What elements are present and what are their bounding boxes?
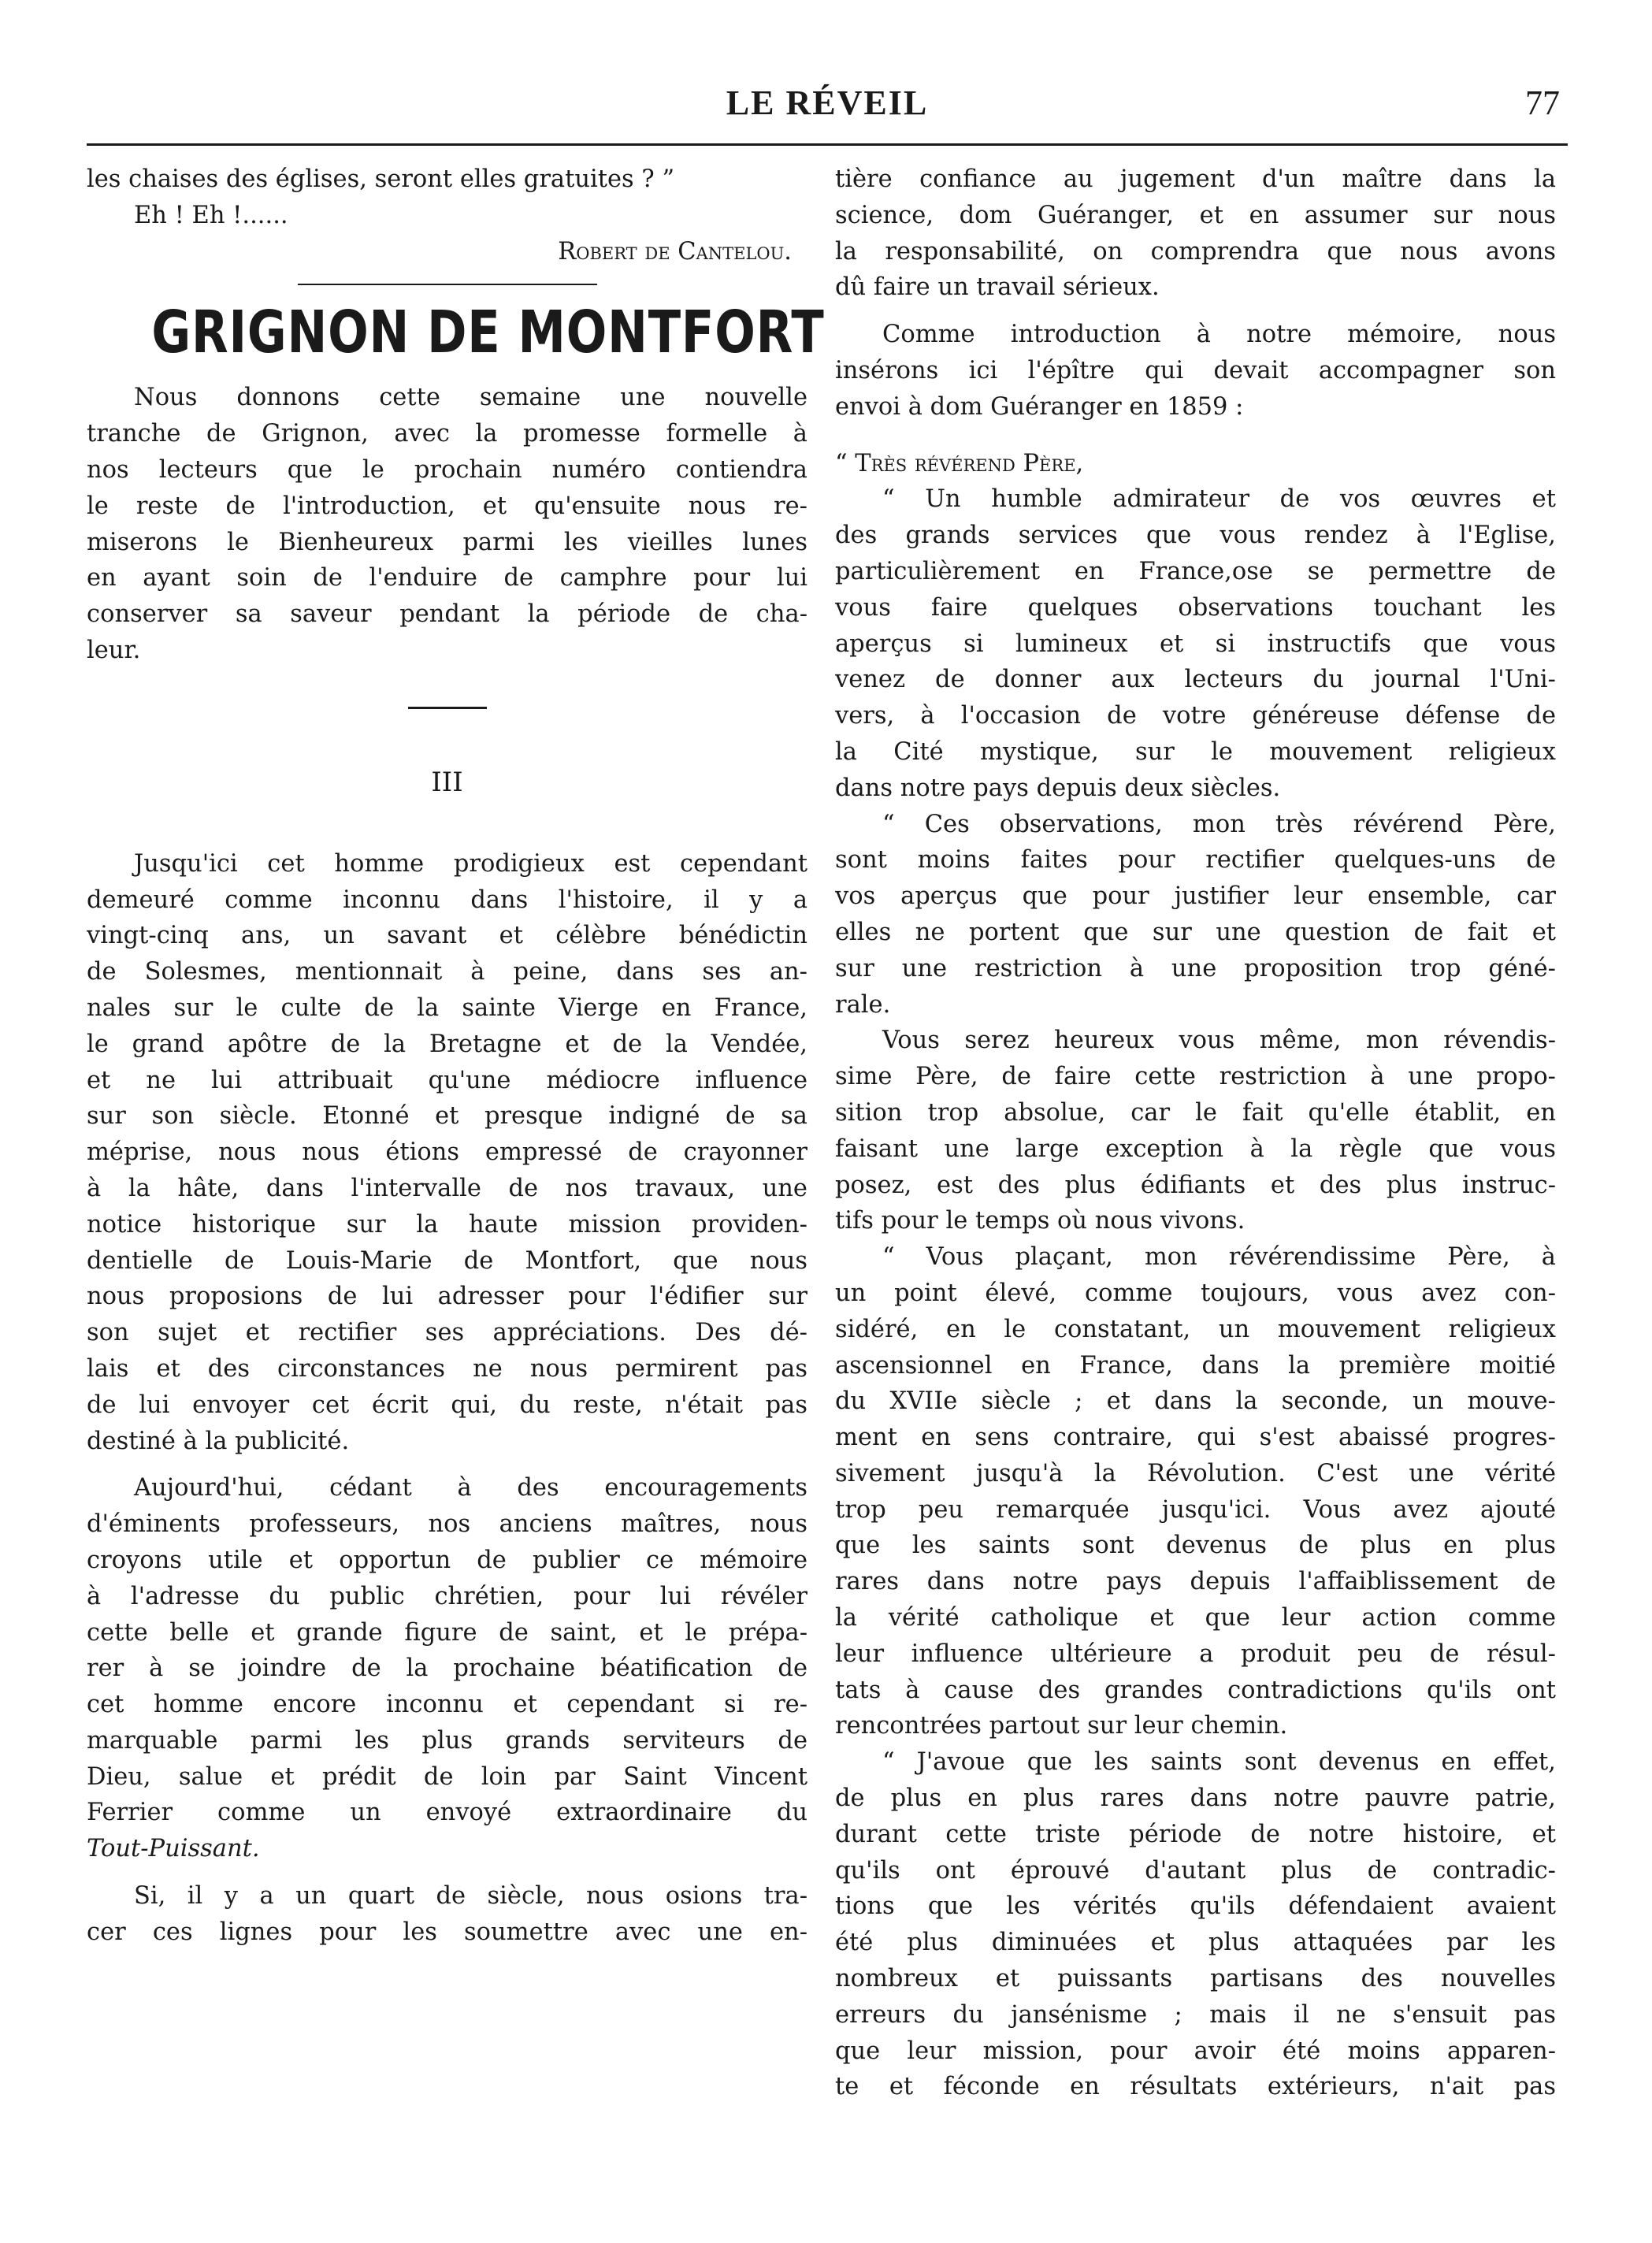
text-line: sivement jusqu'à la Révolution. C'est une vérité: [835, 1459, 1556, 1487]
text-line: rale.: [835, 990, 891, 1019]
text-line: destiné à la publicité.: [87, 1427, 350, 1455]
text-line: nos lecteurs que le prochain numéro contiendra: [87, 455, 807, 484]
text-line: cer ces lignes pour les soumettre avec une en-: [87, 1918, 807, 1946]
text-line: envoi à dom Guéranger en 1859 :: [835, 392, 1244, 421]
text-line: tions que les vérités qu'ils défendaient avaient: [835, 1892, 1556, 1921]
text-line: durant cette triste période de notre histoire, et: [835, 1820, 1556, 1848]
text-line: Nous donnons cette semaine une nouvelle: [134, 384, 807, 412]
left-column: [87, 162, 825, 1951]
text-line: à l'adresse du public chrétien, pour lui révéler: [87, 1582, 807, 1610]
text-line: de lui envoyer cet écrit qui, du reste, n'était pas: [87, 1391, 807, 1419]
text-line: Si, il y a un quart de siècle, nous osions tra-: [134, 1882, 807, 1911]
text-line: cette belle et grande figure de saint, et le prépa-: [87, 1618, 807, 1647]
text-line: la Cité mystique, sur le mouvement religieux: [835, 737, 1556, 766]
text-line: marquable parmi les plus grands serviteurs de: [87, 1726, 807, 1755]
text-line: méprise, nous nous étions empressé de crayonner: [87, 1138, 807, 1167]
text-line: sition trop absolue, car le fait qu'elle établit, en: [835, 1098, 1556, 1127]
running-title: LE RÉVEIL: [726, 84, 929, 122]
text-line: vers, à l'occasion de votre généreuse défense de: [835, 702, 1556, 730]
text-line: “ J'avoue que les saints sont devenus en effet,: [882, 1748, 1556, 1777]
text-line: sur une restriction à une proposition trop géné-: [835, 954, 1556, 982]
text-line: d'éminents professeurs, nos anciens maîtres, nous: [87, 1510, 807, 1539]
page-number: 77: [1525, 84, 1560, 122]
text-line: nales sur le culte de la sainte Vierge en France,: [87, 993, 807, 1022]
text-line: sidéré, en le constatant, un mouvement religieux: [835, 1315, 1556, 1343]
text-line: faisant une large exception à la règle que vous: [835, 1134, 1556, 1163]
text-line: que les saints sont devenus de plus en plus: [835, 1532, 1556, 1560]
paragraph: [87, 1878, 807, 1951]
intro-lines: [87, 162, 807, 234]
text-line: “ Ces observations, mon très révérend Père,: [882, 810, 1556, 838]
text-line: rares dans notre pays depuis l'affaiblissement de: [835, 1568, 1556, 1596]
intro-paragraph: [87, 380, 807, 668]
paragraph: [835, 1023, 1556, 1239]
text-line: conserver sa saveur pendant la période de cha-: [87, 600, 807, 629]
text-line: la vérité catholique et que leur action comme: [835, 1604, 1556, 1632]
author-signature: Robert de Cantelou.: [558, 237, 792, 266]
text-line: dû faire un travail sérieux.: [835, 273, 1160, 302]
paragraph: [87, 846, 807, 1460]
section-number: III: [431, 766, 463, 798]
page-header: [87, 75, 1568, 138]
text-line: à la hâte, dans l'intervalle de nos travaux, une: [87, 1174, 807, 1202]
title-divider: [298, 284, 597, 285]
text-line: tats à cause des grandes contradictions qu'ils ont: [835, 1676, 1556, 1704]
text-line: “ Un humble admirateur de vos œuvres et: [882, 485, 1556, 514]
text-line: Comme introduction à notre mémoire, nous: [882, 321, 1556, 349]
text-line: sur son siècle. Etonné et presque indigné de sa: [87, 1102, 807, 1131]
text-line: le grand apôtre de la Bretagne et de la Vendée,: [87, 1030, 807, 1058]
paragraph: [835, 1239, 1556, 1744]
text-line: sont moins faites pour rectifier quelques-uns de: [835, 846, 1556, 875]
article-title: GRIGNON DE MONTFORT: [151, 299, 825, 367]
text-line: erreurs du jansénisme ; mais il ne s'ensuit pas: [835, 2000, 1556, 2029]
text-line: leur.: [87, 636, 141, 664]
text-line: sime Père, de faire cette restriction à une propo-: [835, 1063, 1556, 1091]
text-line: miserons le Bienheureux parmi les vieilles lunes: [87, 528, 807, 556]
text-line: dentielle de Louis-Marie de Montfort, que nous: [87, 1246, 807, 1275]
text-line: tière confiance au jugement d'un maître dans la: [835, 165, 1556, 193]
paragraph: [835, 317, 1556, 425]
text-line: Ferrier comme un envoyé extraordinaire du: [87, 1799, 807, 1827]
header-rule: [87, 143, 1568, 146]
right-column: [835, 162, 1556, 2105]
text-line: particulièrement en France,ose se permettre de: [835, 557, 1556, 585]
text-line: des grands services que vous rendez à l'Eglise,: [835, 522, 1556, 550]
text-line: du XVIIe siècle ; et dans la seconde, un mouve-: [835, 1387, 1556, 1416]
text-line: ment en sens contraire, qui s'est abaissé progres-: [835, 1424, 1556, 1452]
text-line: que leur mission, pour avoir été moins apparen-: [835, 2037, 1556, 2065]
text-line: de Solesmes, mentionnait à peine, dans ses an-: [87, 958, 807, 986]
text-line: dans notre pays depuis deux siècles.: [835, 774, 1281, 802]
text-line: de plus en plus rares dans notre pauvre patrie,: [835, 1784, 1556, 1813]
text-line: les chaises des églises, seront elles gratuites ? ”: [87, 165, 675, 193]
text-line: vous faire quelques observations touchant les: [835, 593, 1556, 622]
text-line: croyons utile et opportun de publier ce mémoire: [87, 1546, 807, 1574]
text-line: son sujet et rectifier ses appréciations. Des dé-: [87, 1319, 807, 1347]
paragraph: [835, 481, 1556, 806]
text-line: aperçus si lumineux et si instructifs que vous: [835, 629, 1556, 658]
letter-salutation: “ Très révérend Père,: [835, 449, 1084, 477]
text-line: qu'ils ont éprouvé d'autant plus de contradic-: [835, 1856, 1556, 1885]
text-line: cet homme encore inconnu et cependant si re-: [87, 1691, 807, 1719]
section-divider: [408, 707, 487, 709]
text-line: trop peu remarquée jusqu'ici. Vous avez ajouté: [835, 1495, 1556, 1524]
text-line: Jusqu'ici cet homme prodigieux est cependant: [134, 849, 807, 878]
text-line: ascensionnel en France, dans la première moitié: [835, 1351, 1556, 1380]
paragraph: [835, 1744, 1556, 2105]
text-line: posez, est des plus édifiants et des plus instruc-: [835, 1171, 1556, 1199]
text-line: notice historique sur la haute mission providen-: [87, 1210, 807, 1238]
text-line: nombreux et puissants partisans des nouvelles: [835, 1965, 1556, 1993]
text-line: tranche de Grignon, avec la promesse formelle à: [87, 420, 807, 448]
text-line: insérons ici l'épître qui devait accompagner son: [835, 356, 1556, 384]
text-line: en ayant soin de l'enduire de camphre pour lui: [87, 564, 807, 592]
paragraph: [87, 1470, 807, 1867]
text-line: lais et des circonstances ne nous permirent pas: [87, 1354, 807, 1383]
paragraph: [835, 162, 1556, 306]
text-line: tifs pour le temps où nous vivons.: [835, 1207, 1245, 1235]
text-line: rencontrées partout sur leur chemin.: [835, 1712, 1288, 1740]
text-line: le reste de l'introduction, et qu'ensuite nous re-: [87, 492, 807, 520]
paragraph: [835, 807, 1556, 1023]
text-line: Aujourd'hui, cédant à des encouragements: [134, 1474, 807, 1502]
text-line: te et féconde en résultats extérieurs, n'ait pas: [835, 2073, 1556, 2101]
text-line: et ne lui attribuait qu'une médiocre influence: [87, 1066, 807, 1094]
text-line: la responsabilité, on comprendra que nous avons: [835, 237, 1556, 266]
text-line: elles ne portent que sur une question de fait et: [835, 918, 1556, 946]
text-line: demeuré comme inconnu dans l'histoire, il y a: [87, 886, 807, 914]
text-line: vingt-cinq ans, un savant et célèbre bénédictin: [87, 922, 807, 950]
text-line: venez de donner aux lecteurs du journal l'Uni-: [835, 666, 1556, 694]
text-line: Dieu, salue et prédit de loin par Saint Vincent: [87, 1762, 807, 1791]
text-line: Eh ! Eh !......: [134, 201, 288, 229]
text-line: Tout-Puissant.: [87, 1835, 260, 1863]
text-line: rer à se joindre de la prochaine béatification de: [87, 1654, 807, 1683]
text-line: “ Vous plaçant, mon révérendissime Père, à: [882, 1243, 1556, 1272]
text-line: été plus diminuées et plus attaquées par les: [835, 1929, 1556, 1957]
text-line: un point élevé, comme toujours, vous avez con-: [835, 1279, 1556, 1307]
text-line: nous proposions de lui adresser pour l'édifier sur: [87, 1283, 807, 1311]
text-line: Vous serez heureux vous même, mon révendis-: [882, 1027, 1556, 1055]
text-line: leur influence ultérieure a produit peu de résul-: [835, 1640, 1556, 1668]
text-line: vos aperçus que pour justifier leur ensemble, car: [835, 882, 1556, 911]
text-line: science, dom Guéranger, et en assumer sur nous: [835, 201, 1556, 229]
